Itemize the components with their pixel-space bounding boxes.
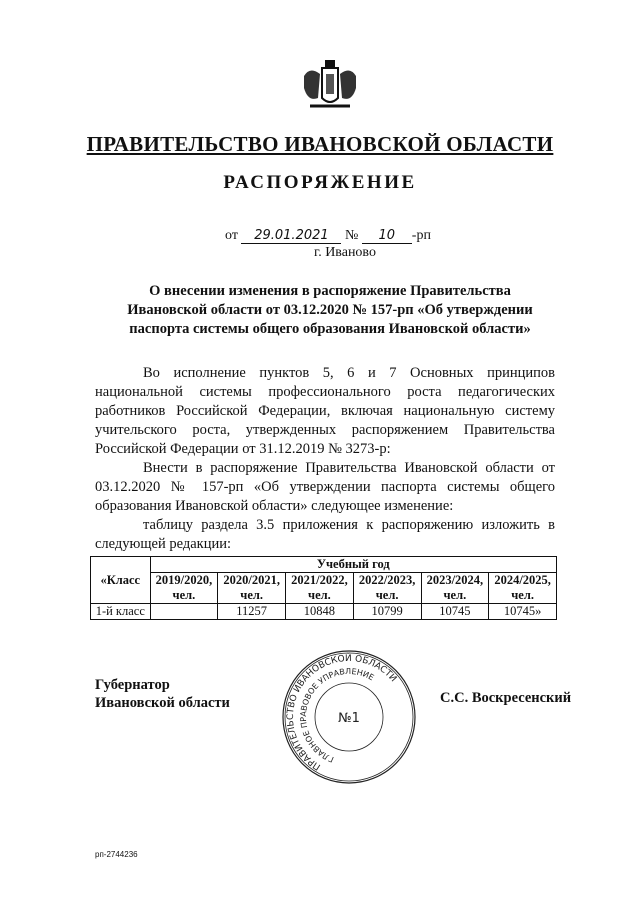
document-type: РАСПОРЯЖЕНИЕ [223, 172, 417, 193]
date-number-line [225, 228, 431, 244]
cell: 10848 [286, 604, 354, 620]
paragraph: Внести в распоряжение Правительства Ивановской области от 03.12.2020 № 157-рп «Об утверждении паспорта системы общего образования Ивановской области» следующее изменение: [95, 460, 555, 514]
year-header: 2021/2022, чел. [286, 573, 354, 604]
svg-text:№1: №1 [338, 711, 360, 726]
row-label: 1-й класс [91, 604, 151, 620]
students-table [90, 556, 557, 620]
cell: 10745 [421, 604, 489, 620]
document-code: рп-2744236 [95, 850, 138, 859]
year-header: 2022/2023, чел. [353, 573, 421, 604]
cell: 11257 [218, 604, 286, 620]
number-value: 10 [362, 228, 412, 244]
official-seal [280, 648, 418, 786]
date-value: 29.01.2021 [241, 228, 341, 244]
city: г. Иваново [314, 245, 376, 260]
year-header: 2020/2021, чел. [218, 573, 286, 604]
paragraph: таблицу раздела 3.5 приложения к распоряжению изложить в следующей редакции: [95, 517, 555, 552]
government-title: ПРАВИТЕЛЬСТВО ИВАНОВСКОЙ ОБЛАСТИ [86, 132, 554, 156]
document-subject: О внесении изменения в распоряжение Правительства Ивановской области от 03.12.2020 № 157-рп «Об утверждении паспорта системы общего образования Ивановской области» [127, 283, 533, 337]
year-header: 2023/2024, чел. [421, 573, 489, 604]
date-prefix: от [225, 228, 238, 243]
paragraph: Во исполнение пунктов 5, 6 и 7 Основных принципов национальной системы профессионального роста педагогических работников Российской Федерации, включая национальную систему учительского роста, утвержденных распоряжением Правительства Российской Федерации от 31.12.2019 № 3273-р: [95, 365, 555, 457]
number-suffix: -рп [411, 228, 431, 243]
table-row [91, 604, 557, 620]
document-body [95, 364, 555, 554]
cell: 10799 [353, 604, 421, 620]
class-header: «Класс [91, 557, 151, 604]
svg-text:ГЛАВНОЕ ПРАВОВОЕ УПРАВЛЕНИЕ: ГЛАВНОЕ ПРАВОВОЕ УПРАВЛЕНИЕ [298, 666, 376, 764]
signatory-position: Губернатор Ивановской области [95, 677, 230, 711]
school-year-header: Учебный год [150, 557, 556, 573]
year-header: 2024/2025, чел. [489, 573, 557, 604]
year-header: 2019/2020, чел. [150, 573, 218, 604]
number-prefix: № [344, 228, 359, 243]
cell [150, 604, 218, 620]
cell: 10745» [489, 604, 557, 620]
coat-of-arms-emblem [300, 58, 360, 112]
svg-text:ПРАВИТЕЛЬСТВО ИВАНОВСКОЙ ОБЛАС: ПРАВИТЕЛЬСТВО ИВАНОВСКОЙ ОБЛАСТИ [285, 653, 399, 772]
signatory-name: С.С. Воскресенский [440, 690, 572, 706]
